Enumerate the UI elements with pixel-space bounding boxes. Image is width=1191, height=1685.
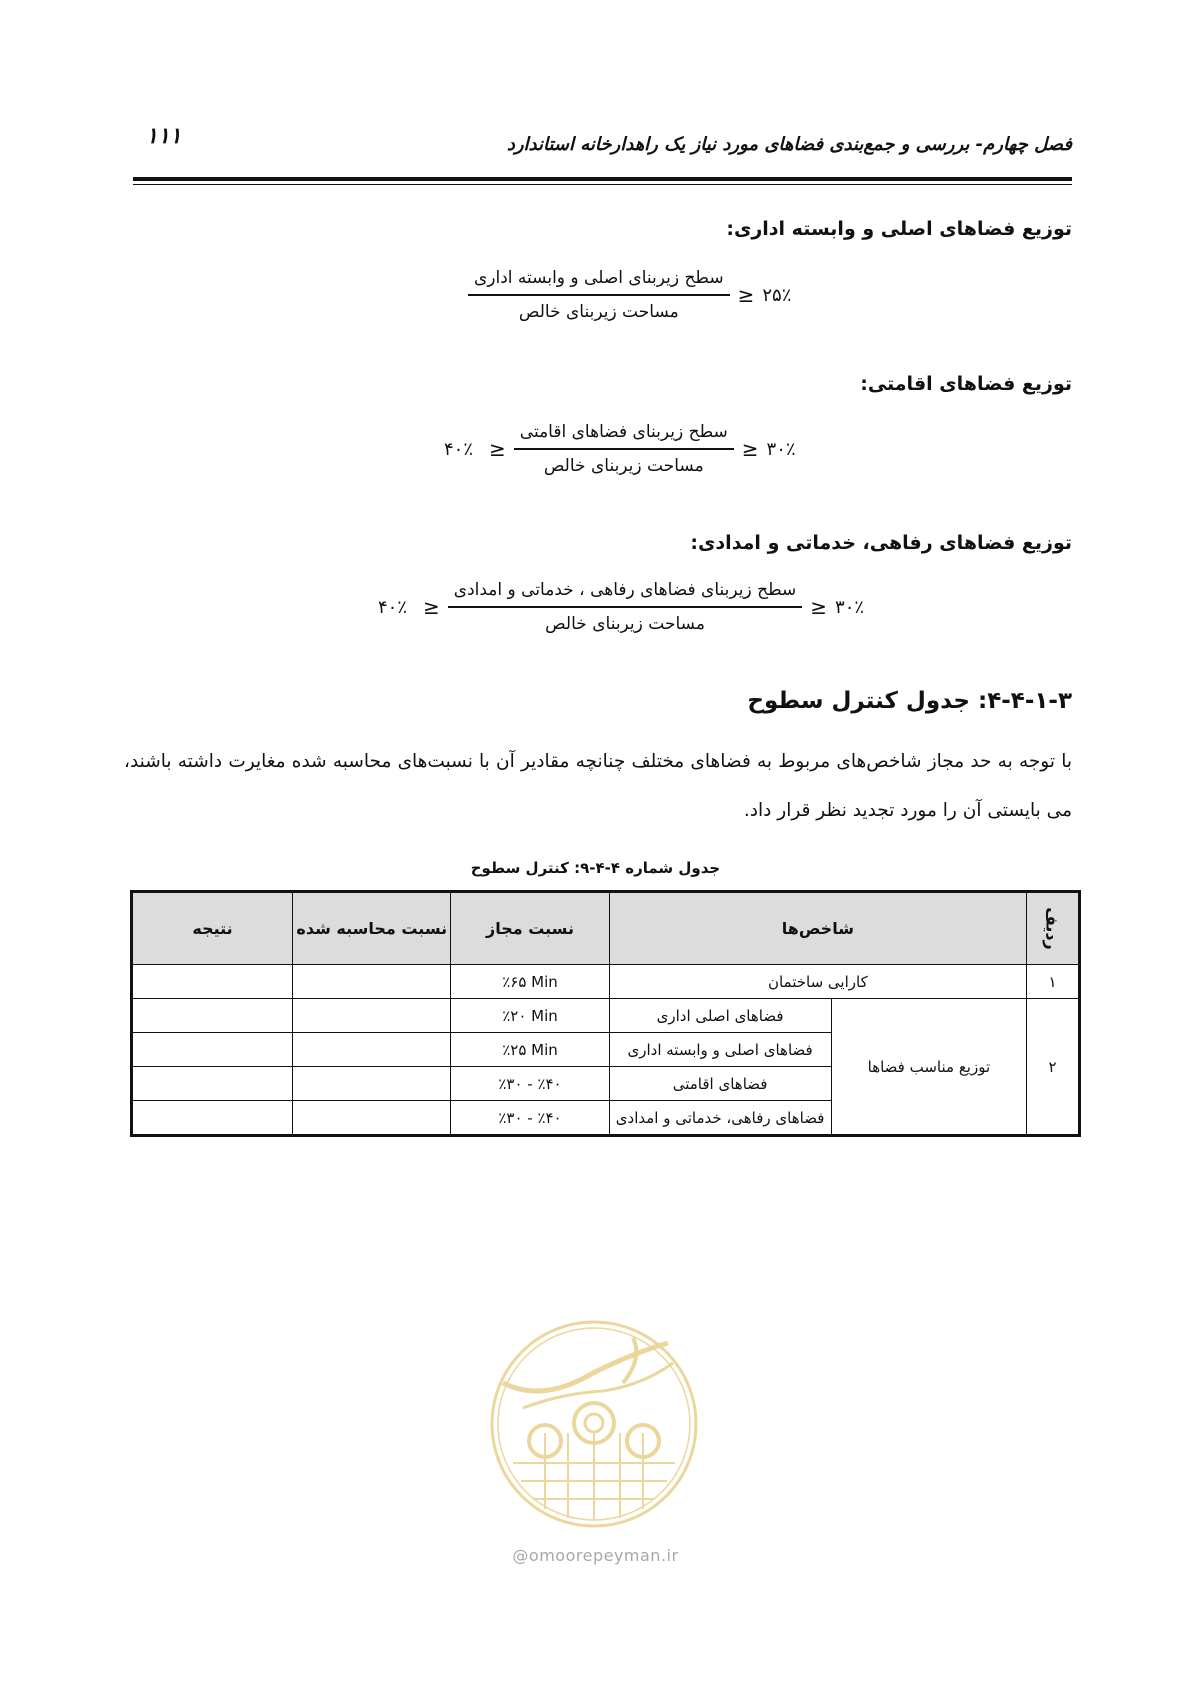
allowed-cell: ٪۲۵ Min [451,1033,609,1067]
fraction [448,580,802,634]
geq-symbol: ≥ [489,437,506,461]
indicator-cell: فضاهای اقامتی [609,1067,831,1101]
result-cell [132,1033,293,1067]
geq-symbol: ≥ [423,595,440,619]
heading-residential-distribution: توزیع فضاهای اقامتی: [860,373,1072,395]
calculated-cell [293,965,451,999]
chapter-title: فصل چهارم- بررسی و جمع‌بندی فضاهای مورد نیاز یک راهدارخانه استاندارد [506,134,1072,155]
control-table [130,890,1081,1137]
header-row-number: ردیف [1027,892,1080,965]
fraction-denominator: مساحت زیربنای خالص [543,456,704,476]
table-row [132,965,1080,999]
calculated-cell [293,1101,451,1136]
formula-welfare [378,580,864,634]
allowed-cell: ٪۳۰ - ٪۴۰ [451,1101,609,1136]
calculated-cell [293,1033,451,1067]
header-rule-thick [133,177,1072,181]
indicator-cell: کارایی ساختمان [609,965,1027,999]
geq-symbol: ≥ [737,283,755,307]
fraction [514,422,734,476]
row-number: ۱ [1027,965,1080,999]
watermark-url: @omoorepeyman.ir [512,1546,679,1565]
formula-residential [444,422,796,476]
body-paragraph: با توجه به حد مجاز شاخص‌های مربوط به فضاهای مختلف چنانچه مقادیر آن با نسبت‌های محاسبه شده مغایرت داشته باشند، می بایستی آن را مورد تجدید نظر قرار داد. [124,751,1072,821]
result-cell [132,965,293,999]
allowed-cell: ٪۲۰ Min [451,999,609,1033]
geq-symbol: ≥ [741,437,759,461]
header-indicators: شاخص‌ها [609,892,1027,965]
fraction-denominator: مساحت زیربنای خالص [545,614,705,634]
heading-admin-distribution: توزیع فضاهای اصلی و وابسته اداری: [726,218,1072,240]
lower-bound-value: ۴۰٪ [378,596,408,618]
result-cell [132,1067,293,1101]
fraction-numerator: سطح زیربنای فضاهای رفاهی ، خدماتی و امدادی [453,580,797,600]
page-number: ۱۱۱ [146,124,182,149]
fraction-numerator: سطح زیربنای فضاهای اقامتی [519,422,728,442]
header-result: نتیجه [132,892,293,965]
formula-admin [460,268,791,322]
indicator-group-cell: توزیع مناسب فضاها [831,999,1026,1136]
indicator-cell: فضاهای اصلی و وابسته اداری [609,1033,831,1067]
fraction-denominator: مساحت زیربنای خالص [518,302,679,322]
upper-bound-value: ۳۰٪ [766,438,796,460]
table-header-row [132,892,1080,965]
lower-bound-value: ۴۰٪ [444,438,474,460]
indicator-cell: فضاهای اصلی اداری [609,999,831,1033]
result-cell [132,999,293,1033]
allowed-cell: ٪۳۰ - ٪۴۰ [451,1067,609,1101]
calculated-cell [293,999,451,1033]
result-cell [132,1101,293,1136]
geq-symbol: ≥ [810,595,828,619]
indicator-cell: فضاهای رفاهی، خدماتی و امدادی [609,1101,831,1136]
upper-bound-value: ۲۵٪ [762,284,792,306]
header-calculated-ratio: نسبت محاسبه شده [293,892,451,965]
header-allowed-ratio: نسبت مجاز [451,892,609,965]
fraction-numerator: سطح زیربنای اصلی و وابسته اداری [474,268,724,288]
section-heading: ۴-۴-۱-۳: جدول کنترل سطوح [747,688,1072,714]
table-row [132,999,1080,1033]
calculated-cell [293,1067,451,1101]
row-number: ۲ [1027,999,1080,1136]
header-rule-thin [133,184,1072,185]
upper-bound-value: ۳۰٪ [835,596,865,618]
watermark-logo-icon [483,1313,705,1535]
heading-welfare-distribution: توزیع فضاهای رفاهی، خدماتی و امدادی: [690,532,1072,554]
table-caption: جدول شماره ۴-۴-۹: کنترل سطوح [470,859,721,877]
allowed-cell: ٪۶۵ Min [451,965,609,999]
fraction [468,268,730,322]
